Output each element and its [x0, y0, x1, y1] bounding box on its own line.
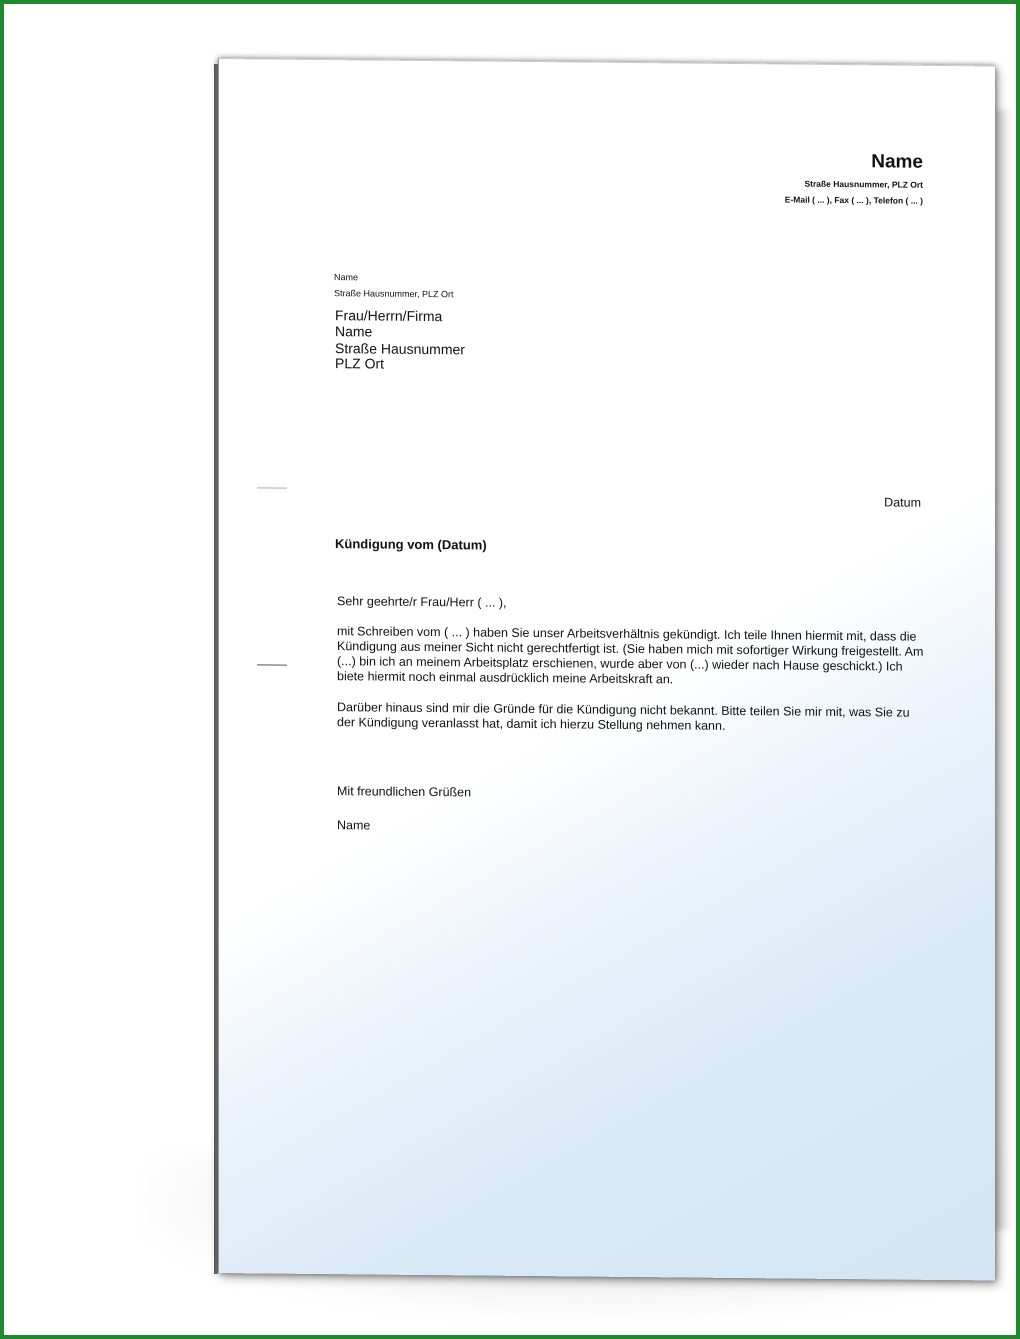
recipient-line-1: Frau/Herrn/Firma: [335, 307, 443, 325]
body-paragraph-2: Darüber hinaus sind mir die Gründe für die Kündigung nicht bekannt. Bitte teilen Sie mir mit, was Sie zu der Kündigung veranlasst hat, damit ich hierzu Stellung nehmen kann.: [337, 700, 910, 733]
recipient-line-2: Name: [335, 323, 373, 340]
closing: Mit freundlichen Grüßen: [337, 784, 472, 800]
letterhead-contact: E-Mail ( ... ), Fax ( ... ), Telefon ( ... ): [784, 194, 923, 206]
salutation: Sehr geehrte/r Frau/Herr ( ... ),: [337, 594, 507, 610]
letterhead-name: Name: [871, 151, 923, 173]
letterhead-address: Straße Hausnummer, PLZ Ort: [804, 178, 923, 190]
letter-date: Datum: [884, 495, 921, 510]
page-side-shadow: [995, 110, 1013, 1230]
recipient-line-3: Straße Hausnummer: [335, 340, 465, 358]
fold-mark-upper: [257, 487, 287, 488]
body-paragraph-1: mit Schreiben vom ( ... ) haben Sie unser Arbeitsverhältnis gekündigt. Ich teile Ihnen hiermit mit, dass die Kündigung aus meiner Sicht nicht gerechtfertigt ist. (Sie haben mich mit sofortiger Wirkung freigestellt. Am (...) bin ich an meinem Arbeitsplatz erschienen, wurde aber von (...) wieder nach Hause geschickt.) Ich biete hiermit noch einmal ausdrücklich meine Arbeitskraft an.: [337, 624, 924, 687]
sender-line-name: Name: [334, 272, 359, 283]
letter-page-wrapper: [218, 58, 994, 1279]
signature-name: Name: [337, 818, 371, 833]
sender-line-address: Straße Hausnummer, PLZ Ort: [334, 288, 454, 300]
recipient-line-4: PLZ Ort: [335, 355, 385, 372]
letter-page: [218, 58, 995, 1280]
letter-subject: Kündigung vom (Datum): [335, 536, 487, 553]
fold-mark-middle: [257, 664, 287, 665]
